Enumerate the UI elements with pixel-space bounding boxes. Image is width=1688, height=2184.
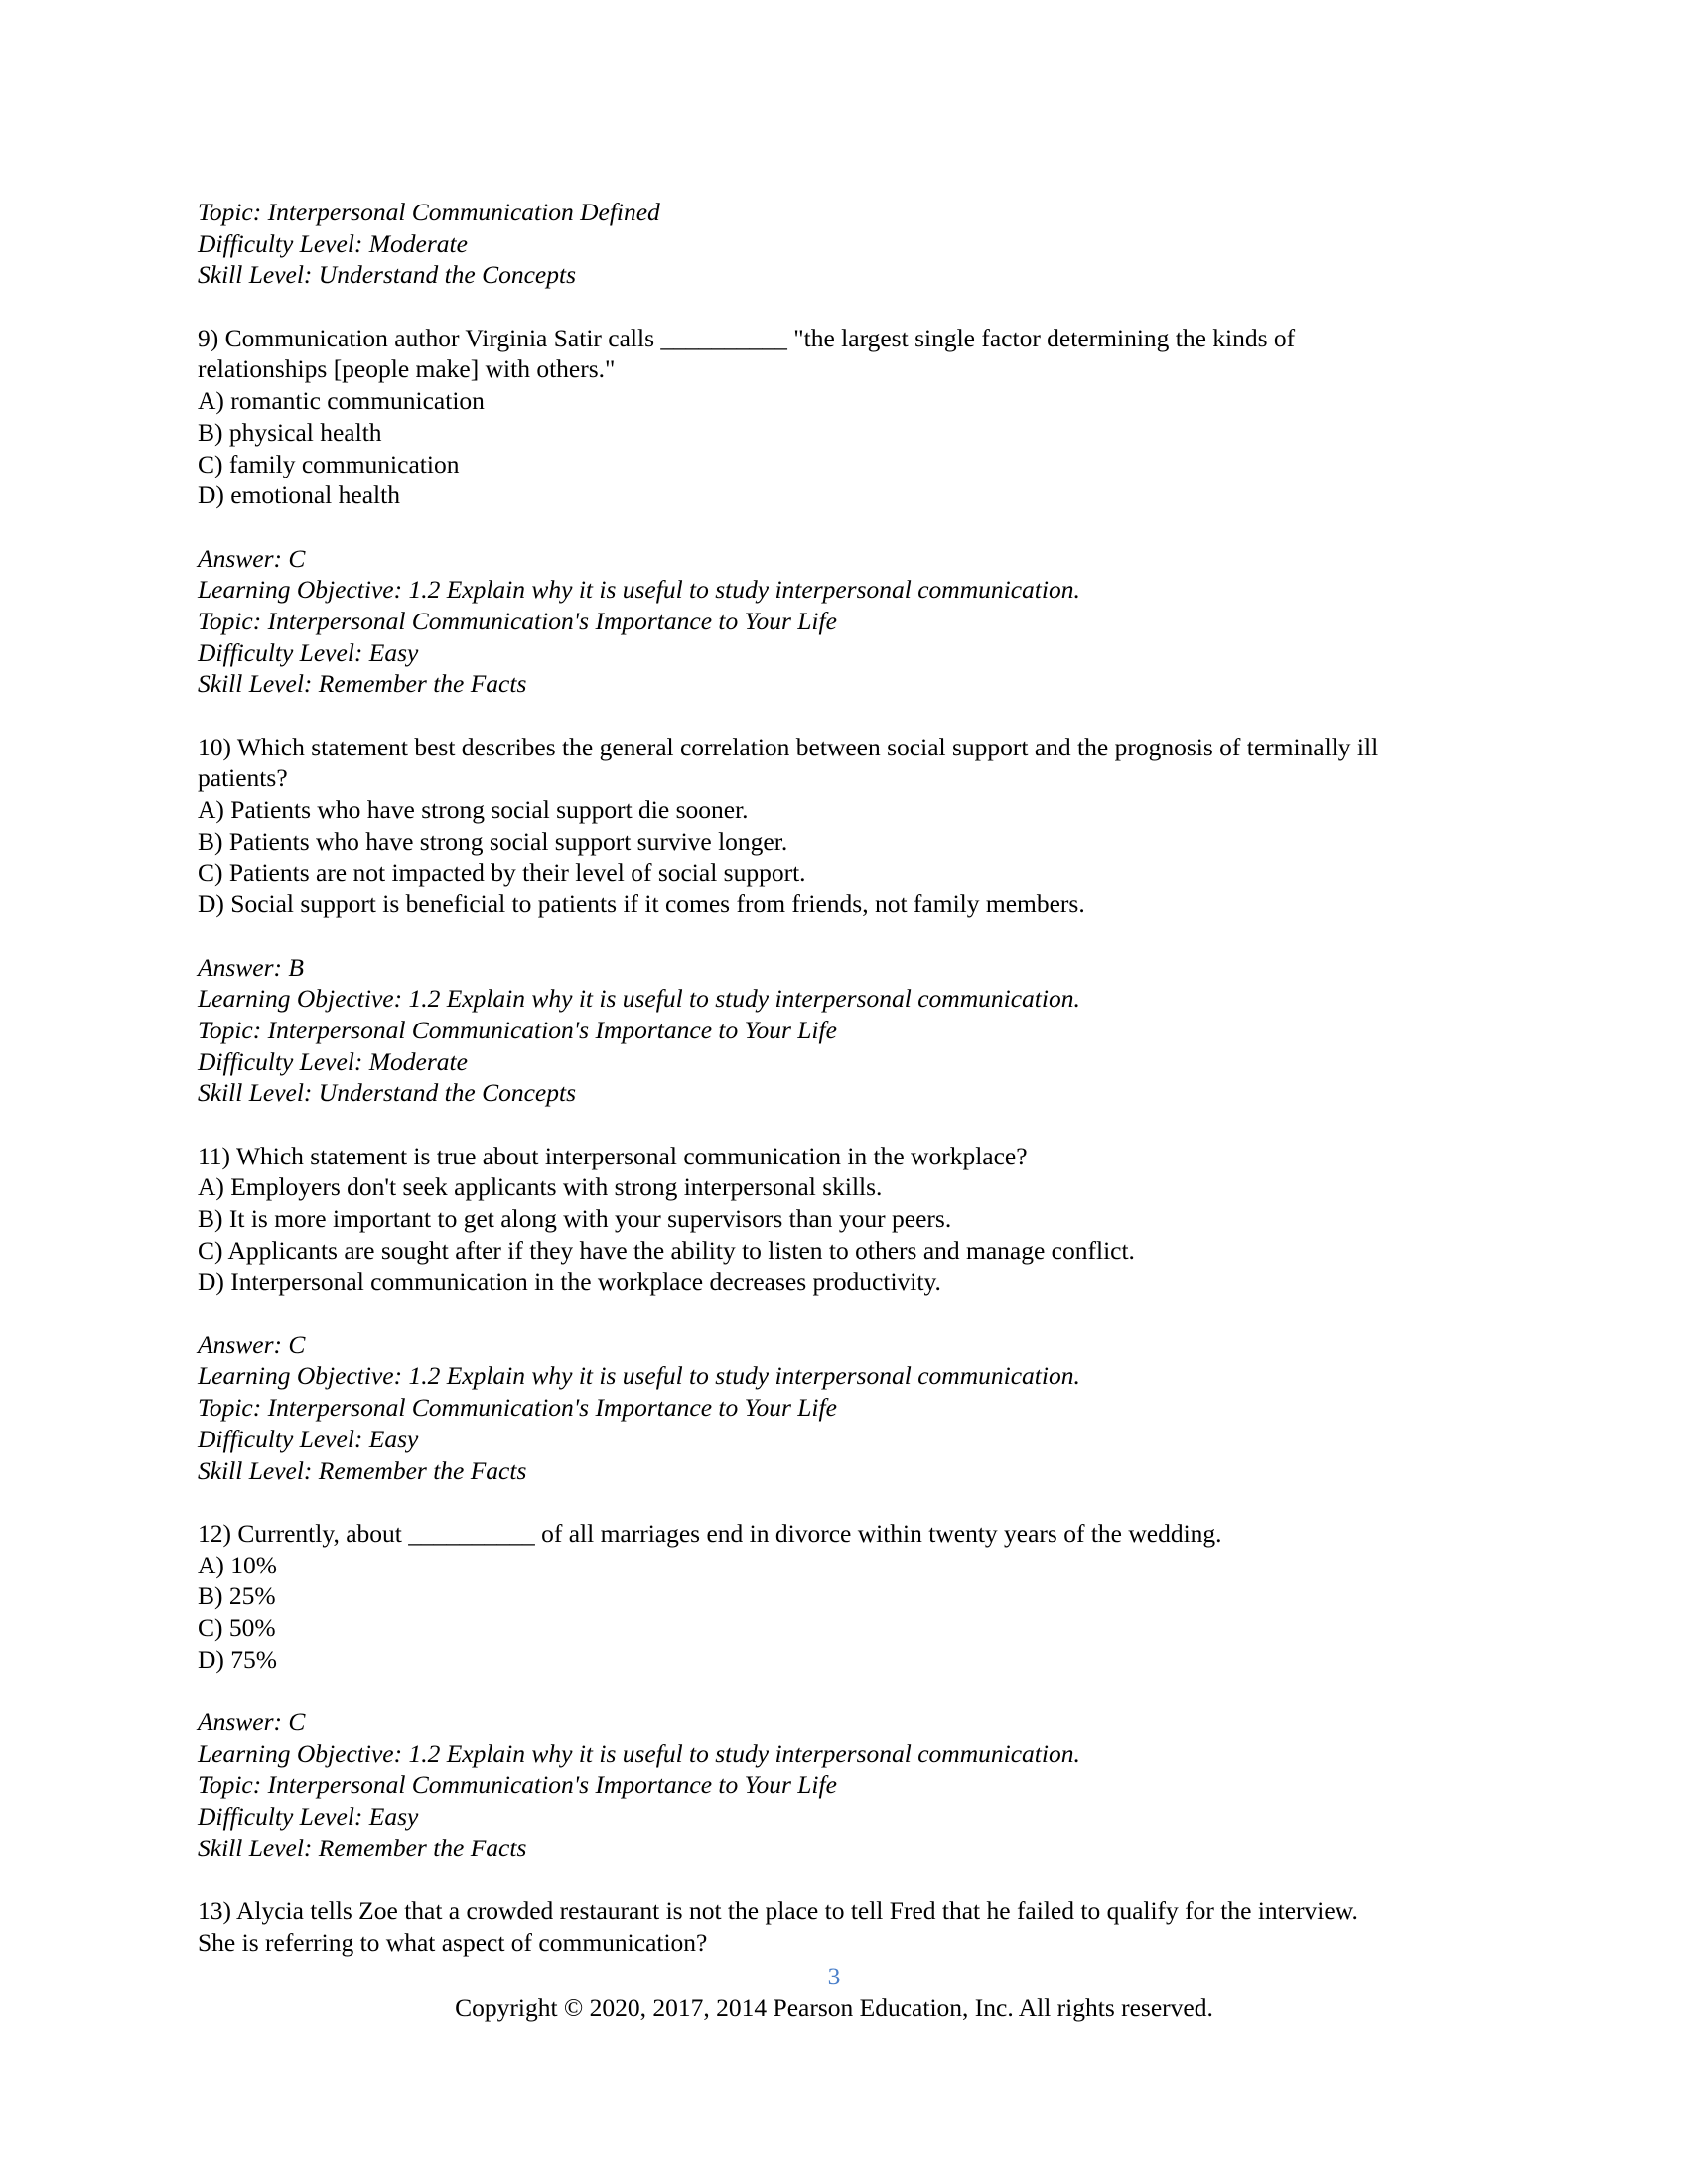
spacer — [198, 1675, 1378, 1706]
answer-option: C) Applicants are sought after if they have the ability to listen to others and manage conflict. — [198, 1235, 1135, 1265]
answer-key: Answer: B — [198, 952, 304, 982]
question-metadata: Difficulty Level: Moderate — [198, 1046, 468, 1076]
copyright-notice: Copyright © 2020, 2017, 2014 Pearson Education, Inc. All rights reserved. — [455, 1993, 1213, 2022]
question-stem: 10) Which statement best describes the general correlation between social support and the prognosis of terminally ill — [198, 732, 1379, 761]
question-metadata: Topic: Interpersonal Communication's Importance to Your Life — [198, 606, 837, 635]
answer-option: C) family communication — [198, 449, 460, 478]
spacer — [198, 1109, 1378, 1141]
answer-option: D) 75% — [198, 1644, 278, 1674]
question-metadata: Difficulty Level: Easy — [198, 1424, 419, 1453]
question-metadata: Topic: Interpersonal Communication's Importance to Your Life — [198, 1393, 837, 1423]
answer-option: B) It is more important to get along with your supervisors than your peers. — [198, 1204, 952, 1233]
question-block — [198, 732, 1378, 1141]
spacer — [198, 1486, 1378, 1518]
answer-option: A) romantic communication — [198, 386, 485, 416]
answer-key: Answer: C — [198, 1329, 306, 1359]
question-metadata: Learning Objective: 1.2 Explain why it is useful to study interpersonal communication. — [198, 1361, 1080, 1391]
answer-option: D) Social support is beneficial to patients if it comes from friends, not family members. — [198, 889, 1085, 919]
spacer — [198, 291, 1378, 323]
answer-option: C) Patients are not impacted by their level of social support. — [198, 858, 806, 887]
answer-option: A) 10% — [198, 1550, 278, 1579]
answer-key: Answer: C — [198, 543, 306, 573]
question-stem: patients? — [198, 763, 288, 793]
question-stem: 12) Currently, about __________ of all marriages end in divorce within twenty years of the wedding. — [198, 1518, 1222, 1548]
question-metadata: Skill Level: Remember the Facts — [198, 1833, 527, 1862]
answer-option: B) physical health — [198, 417, 382, 447]
question-stem: 13) Alycia tells Zoe that a crowded restaurant is not the place to tell Fred that he failed to qualify for the interview. — [198, 1896, 1358, 1926]
question-metadata: Topic: Interpersonal Communication's Importance to Your Life — [198, 1015, 837, 1044]
answer-key: Answer: C — [198, 1707, 306, 1736]
page-number: 3 — [827, 1962, 841, 1990]
question-metadata: Difficulty Level: Easy — [198, 1802, 419, 1832]
question-list — [198, 323, 1378, 1959]
question-stem: relationships [people make] with others." — [198, 354, 616, 384]
spacer — [198, 920, 1378, 952]
question-stem: 9) Communication author Virginia Satir calls __________ "the largest single factor determining the kinds of — [198, 323, 1296, 352]
question-metadata: Learning Objective: 1.2 Explain why it is useful to study interpersonal communication. — [198, 575, 1080, 605]
spacer — [198, 511, 1378, 543]
question-block — [198, 323, 1378, 732]
answer-option: B) 25% — [198, 1581, 276, 1611]
difficulty-line: Difficulty Level: Moderate — [198, 228, 468, 258]
spacer — [198, 700, 1378, 732]
answer-option: A) Patients who have strong social support die sooner. — [198, 795, 749, 825]
spacer — [198, 1863, 1378, 1895]
answer-option: C) 50% — [198, 1612, 276, 1642]
question-metadata: Topic: Interpersonal Communication's Importance to Your Life — [198, 1770, 837, 1800]
question-metadata: Learning Objective: 1.2 Explain why it is useful to study interpersonal communication. — [198, 1738, 1080, 1768]
question-metadata: Skill Level: Understand the Concepts — [198, 1078, 577, 1108]
question-block — [198, 1518, 1378, 1895]
answer-option: D) Interpersonal communication in the workplace decreases productivity. — [198, 1267, 941, 1297]
question-block — [198, 1141, 1378, 1518]
spacer — [198, 1297, 1378, 1329]
page-content — [198, 197, 1378, 1959]
topic-line: Topic: Interpersonal Communication Defined — [198, 198, 660, 226]
question-metadata: Skill Level: Remember the Facts — [198, 1455, 527, 1485]
skill-line: Skill Level: Understand the Concepts — [198, 260, 577, 290]
question-block — [198, 1895, 1378, 1958]
question-stem: 11) Which statement is true about interpersonal communication in the workplace? — [198, 1141, 1028, 1170]
question-metadata: Learning Objective: 1.2 Explain why it is useful to study interpersonal communication. — [198, 984, 1080, 1014]
question-metadata: Difficulty Level: Easy — [198, 637, 419, 667]
answer-option: B) Patients who have strong social support survive longer. — [198, 826, 788, 856]
answer-option: D) emotional health — [198, 480, 400, 510]
answer-option: A) Employers don't seek applicants with strong interpersonal skills. — [198, 1172, 883, 1202]
question-metadata: Skill Level: Remember the Facts — [198, 669, 527, 699]
question-stem: She is referring to what aspect of communication? — [198, 1927, 708, 1957]
